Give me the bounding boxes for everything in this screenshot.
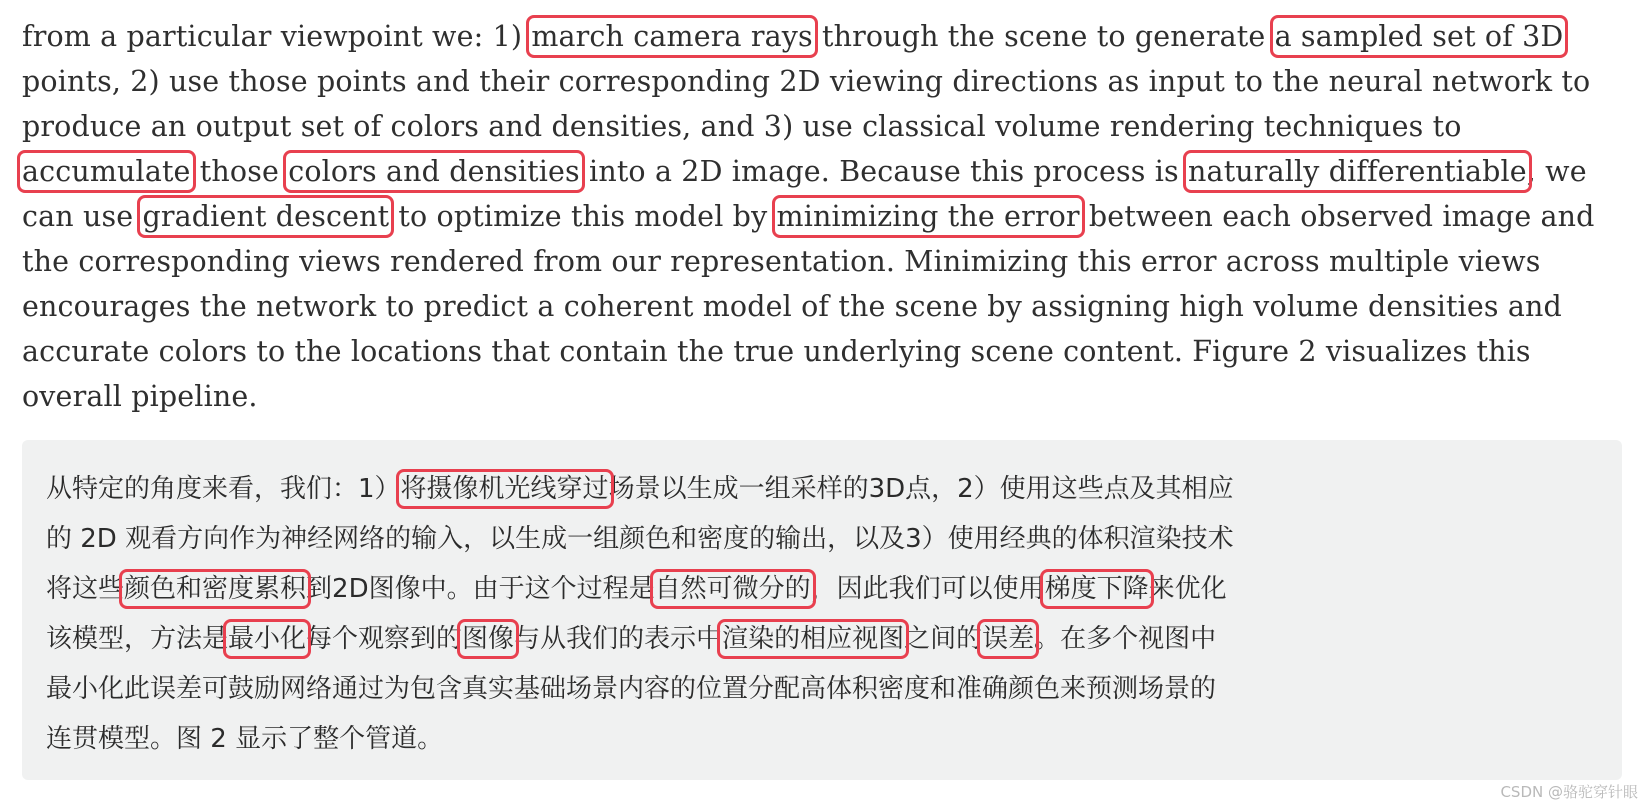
highlighted-phrase: gradient descent <box>142 200 390 233</box>
text-run: 与从我们的表示中 <box>514 624 723 654</box>
translation-line-2 <box>46 514 1598 564</box>
translation-line-5 <box>46 664 1598 714</box>
text-run: 之间的 <box>904 624 983 654</box>
highlighted-phrase: 将摄像机光线穿过 <box>400 474 609 504</box>
text-run: 最小化此误差可鼓励网络通过为包含真实基础场景内容的位置分配高体积密度和准确颜色来预测场景的 <box>46 674 1217 704</box>
highlighted-phrase: 颜色和密度累积 <box>124 574 307 604</box>
text-run: into a 2D image. Because this process is <box>579 155 1189 188</box>
text-run: 来优化 <box>1148 574 1227 604</box>
english-paragraph <box>22 14 1622 419</box>
translation-line-3 <box>46 564 1598 614</box>
text-run: from a particular viewpoint we: 1) <box>22 20 532 53</box>
highlighted-phrase: 梯度下降 <box>1044 574 1149 604</box>
text-run: 将这些 <box>46 574 125 604</box>
text-run: accurate colors to the locations that contain the true underlying scene content. Figure 2 visualizes this <box>22 335 1531 368</box>
paragraph-line-6 <box>22 239 1622 284</box>
text-run: points, 2) use those points and their corresponding 2D viewing directions as input to the neural network to <box>22 65 1591 98</box>
watermark: CSDN @骆驼穿针眼 <box>1500 783 1638 801</box>
text-run: 从特定的角度来看，我们：1） <box>46 474 401 504</box>
text-run: 的 2D 观看方向作为神经网络的输入，以生成一组颜色和密度的输出，以及3）使用经典的体积渲染技术 <box>46 524 1234 554</box>
highlighted-phrase: minimizing the error <box>776 200 1080 233</box>
translation-line-6 <box>46 714 1598 764</box>
highlighted-phrase: 图像 <box>462 624 515 654</box>
text-run: ，因此我们可以使用 <box>810 574 1045 604</box>
text-run: to optimize this model by <box>389 200 777 233</box>
text-run: overall pipeline. <box>22 380 258 413</box>
paragraph-line-9 <box>22 374 1622 419</box>
text-run: encourages the network to predict a coherent model of the scene by assigning high volume densities and <box>22 290 1562 323</box>
text-run: 。在多个视图中 <box>1034 624 1217 654</box>
text-run: can use <box>22 200 143 233</box>
translation-box <box>22 440 1622 780</box>
highlighted-phrase: a sampled set of 3D <box>1274 20 1564 53</box>
highlighted-phrase: accumulate <box>22 155 191 188</box>
highlighted-phrase: 误差 <box>982 624 1035 654</box>
text-run: 连贯模型。图 2 显示了整个管道。 <box>46 724 444 754</box>
text-run: those <box>190 155 289 188</box>
highlighted-phrase: 最小化 <box>228 624 307 654</box>
text-run: produce an output set of colors and densities, and 3) use classical volume rendering techniques to <box>22 110 1462 143</box>
paragraph-line-3 <box>22 104 1622 149</box>
text-run: between each observed image and <box>1079 200 1595 233</box>
highlighted-phrase: colors and densities <box>288 155 580 188</box>
paragraph-line-1 <box>22 14 1622 59</box>
highlighted-phrase: naturally differentiable <box>1188 155 1527 188</box>
text-run: through the scene to generate <box>812 20 1275 53</box>
paragraph-line-5 <box>22 194 1622 239</box>
text-run: 到2D图像中。由于这个过程是 <box>306 574 655 604</box>
text-run: 场景以生成一组采样的3D点，2）使用这些点及其相应 <box>608 474 1234 504</box>
translation-line-4 <box>46 614 1598 664</box>
paragraph-line-4 <box>22 149 1622 194</box>
paragraph-line-7 <box>22 284 1622 329</box>
text-run: 该模型，方法是 <box>46 624 229 654</box>
text-run: the corresponding views rendered from our representation. Minimizing this error across multiple views <box>22 245 1541 278</box>
translation-line-1 <box>46 464 1598 514</box>
text-run: , we <box>1526 155 1587 188</box>
highlighted-phrase: march camera rays <box>531 20 813 53</box>
highlighted-phrase: 渲染的相应视图 <box>722 624 905 654</box>
paragraph-line-2 <box>22 59 1622 104</box>
highlighted-phrase: 自然可微分的 <box>654 574 811 604</box>
text-run: 每个观察到的 <box>306 624 463 654</box>
paragraph-line-8 <box>22 329 1622 374</box>
